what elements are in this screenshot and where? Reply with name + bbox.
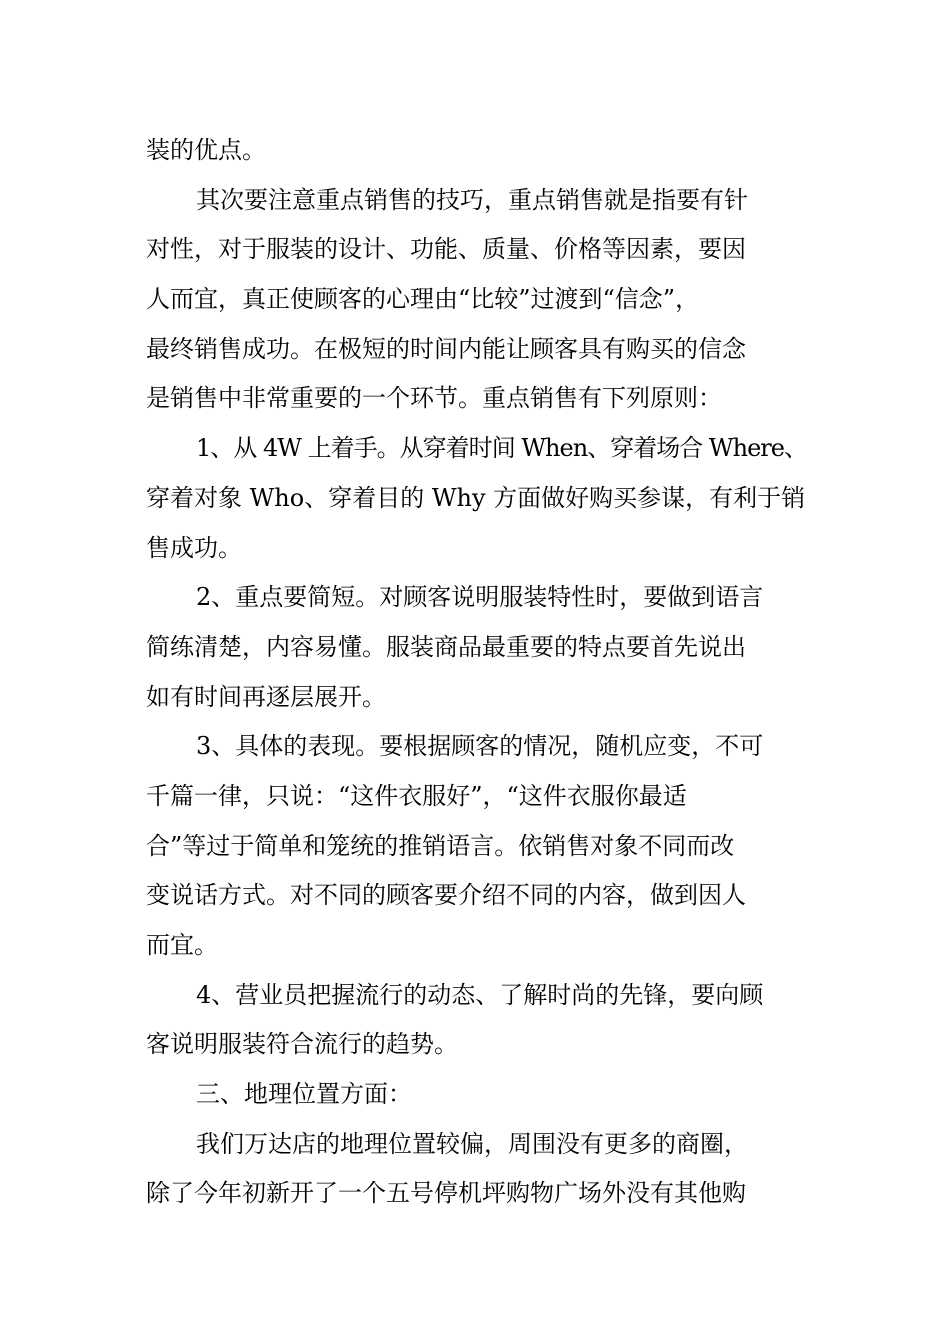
text-line: 三、地理位置方面： <box>196 1080 412 1109</box>
text-line: 穿着对象 Who、穿着目的 Why 方面做好购买参谋，有利于销 <box>146 483 806 512</box>
text-line: 装的优点。 <box>146 136 266 164</box>
text-line: 其次要注意重点销售的技巧，重点销售就是指要有针 <box>196 185 748 214</box>
text-line: 而宜。 <box>146 931 218 959</box>
text-line: 简练清楚，内容易懂。服装商品最重要的特点要首先说出 <box>146 632 746 661</box>
text-line: 客说明服装符合流行的趋势。 <box>146 1030 458 1059</box>
text-line: 售成功。 <box>146 533 242 562</box>
text-line: 如有时间再逐层展开。 <box>146 682 386 711</box>
text-line: 千篇一律，只说：“这件衣服好”，“这件衣服你最适 <box>146 781 687 810</box>
text-line: 对性，对于服装的设计、功能、质量、价格等因素，要因 <box>146 235 746 264</box>
text-line: 4、营业员把握流行的动态、了解时尚的先锋，要向顾 <box>196 980 764 1009</box>
text-line: 2、重点要简短。对顾客说明服装特性时，要做到语言 <box>196 583 764 612</box>
text-line: 1、从 4W 上着手。从穿着时间 When、穿着场合 Where、 <box>196 434 808 463</box>
text-line: 最终销售成功。在极短的时间内能让顾客具有购买的信念 <box>146 334 746 363</box>
text-line: 合”等过于简单和笼统的推销语言。依销售对象不同而改 <box>146 831 735 860</box>
text-line: 除了今年初新开了一个五号停机坪购物广场外没有其他购 <box>146 1179 746 1208</box>
text-line: 人而宜，真正使顾客的心理由“比较”过渡到“信念”， <box>146 285 700 314</box>
text-line: 是销售中非常重要的一个环节。重点销售有下列原则： <box>146 384 722 413</box>
text-line: 3、具体的表现。要根据顾客的情况，随机应变，不可 <box>196 732 764 761</box>
body-text <box>146 126 808 1219</box>
text-line: 我们万达店的地理位置较偏，周围没有更多的商圈， <box>196 1129 748 1158</box>
text-line: 变说话方式。对不同的顾客要介绍不同的内容，做到因人 <box>146 881 746 910</box>
